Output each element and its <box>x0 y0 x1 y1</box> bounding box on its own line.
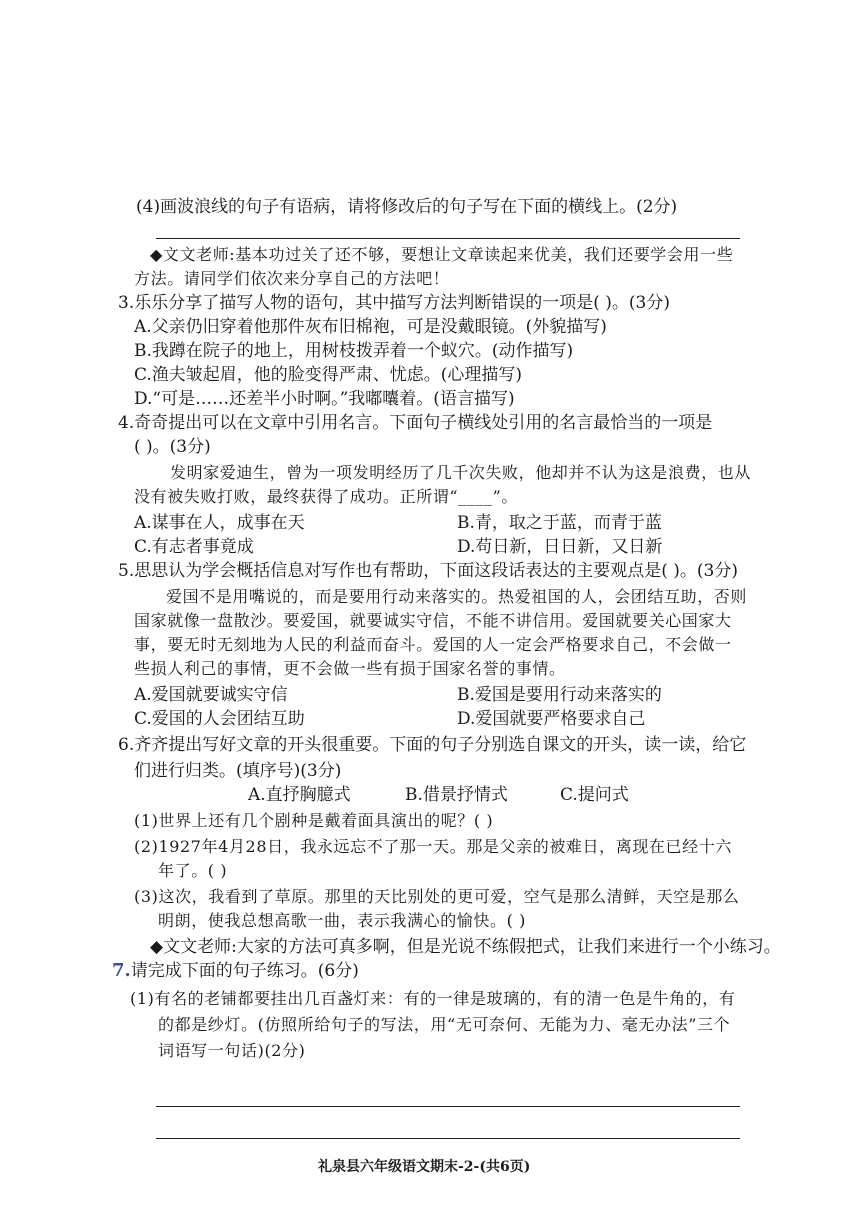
q4-stem: 4.奇奇提出可以在文章中引用名言。下面句子横线处引用的名言最恰当的一项是 <box>118 413 713 433</box>
q5-option-b: B.爱国是要用行动来落实的 <box>457 685 662 705</box>
page-footer: 礼泉县六年级语文期末-2-(共6页) <box>318 1159 531 1175</box>
q6-category-b: B.借景抒情式 <box>405 785 508 805</box>
answer-line[interactable] <box>156 1106 740 1107</box>
q5-option-c: C.爱国的人会团结互助 <box>134 709 305 729</box>
q7-sub1-line: (1)有名的老铺都要挂出几百盏灯来：有的一律是玻璃的，有的清一色是牛角的，有 <box>130 989 736 1008</box>
q5-passage-line: 些损人利己的事情，更不会做一些有损于国家名誉的事情。 <box>134 659 566 678</box>
teacher-note-line: 方法。请同学们依次来分享自己的方法吧！ <box>134 269 450 288</box>
q3-stem: 3.乐乐分享了描写人物的语句，其中描写方法判断错误的一项是( )。(3分) <box>118 293 670 313</box>
answer-line[interactable] <box>156 238 740 239</box>
q6-item-3: (3)这次，我看到了草原。那里的天比别处的更可爱，空气是那么清鲜，天空是那么 <box>134 887 740 906</box>
q7-stem: 请完成下面的句子练习。(6分) <box>130 961 359 981</box>
q6-item-3-cont: 明朗，使我总想高歌一曲，表示我满心的愉快。( ) <box>158 911 526 930</box>
q4-option-b: B.青，取之于蓝，而青于蓝 <box>457 513 662 533</box>
q3-option-c: C.渔夫皱起眉，他的脸变得严肃、忧虑。(心理描写) <box>134 365 523 385</box>
teacher-note-line: ◆文文老师:大家的方法可真多啊，但是光说不练假把式，让我们来进行一个小练习。 <box>150 937 781 957</box>
q4-option-a: A.谋事在人，成事在天 <box>134 513 305 533</box>
q3-option-d: D.“可是……还差半小时啊。”我嘟囔着。(语言描写) <box>134 389 515 409</box>
q5-passage-line: 事，要无时无刻地为人民的利益而奋斗。爱国的人一定会严格要求自己，不会做一 <box>134 635 732 654</box>
q6-stem: 6.齐齐提出写好文章的开头很重要。下面的句子分别选自课文的开头，读一读，给它 <box>118 735 747 755</box>
q6-category-c: C.提问式 <box>560 785 629 805</box>
q4-option-d: D.苟日新，日日新，又日新 <box>457 537 663 557</box>
q7-heading <box>112 960 359 982</box>
q7-sub1-line: 词语写一句话)(2分) <box>158 1041 306 1060</box>
q6-stem-cont: 们进行归类。(填序号)(3分) <box>134 761 342 781</box>
q2-4-prompt: (4)画波浪线的句子有语病，请将修改后的句子写在下面的横线上。(2分) <box>136 197 678 217</box>
q6-category-a: A.直抒胸臆式 <box>248 785 351 805</box>
q5-option-a: A.爱国就要诚实守信 <box>134 685 288 705</box>
q5-stem: 5.思思认为学会概括信息对写作也有帮助，下面这段话表达的主要观点是( )。(3分) <box>118 561 738 581</box>
q5-passage-line: 爱国不是用嘴说的，而是要用行动来落实的。热爱祖国的人，会团结互助，否则 <box>166 587 748 606</box>
teacher-note-line: ◆文文老师:基本功过关了还不够，要想让文章读起来优美，我们还要学会用一些 <box>150 245 734 264</box>
q3-option-b: B.我蹲在院子的地上，用树枝拨弄着一个蚁穴。(动作描写) <box>134 341 574 361</box>
q6-item-2-cont: 年了。( ) <box>158 861 228 880</box>
q7-sub1-line: 的都是纱灯。(仿照所给句子的写法，用“无可奈何、无能为力、毫无办法”三个 <box>158 1015 731 1034</box>
q6-item-2: (2)1927年4月28日，我永远忘不了那一天。那是父亲的被难日，离现在已经十六 <box>134 837 732 856</box>
q4-option-c: C.有志者事竟成 <box>134 537 254 557</box>
q6-item-1: (1)世界上还有几个剧种是戴着面具演出的呢？( ) <box>134 811 494 830</box>
q5-passage-line: 国家就像一盘散沙。要爱国，就要诚实守信，不能不讲信用。爱国就要关心国家大 <box>134 611 732 630</box>
q3-option-a: A.父亲仍旧穿着他那件灰布旧棉袍，可是没戴眼镜。(外貌描写) <box>134 317 607 337</box>
q4-passage-line: 发明家爱迪生，曾为一项发明经历了几千次失败，他却并不认为这是浪费，也从 <box>170 463 752 482</box>
answer-line[interactable] <box>156 1138 740 1139</box>
q4-stem-cont: ( )。(3分) <box>134 437 211 457</box>
q7-number: 7. <box>112 960 131 981</box>
q4-passage-line: 没有被失败打败，最终获得了成功。正所谓“____”。 <box>134 487 518 506</box>
q5-option-d: D.爱国就要严格要求自己 <box>457 709 646 729</box>
